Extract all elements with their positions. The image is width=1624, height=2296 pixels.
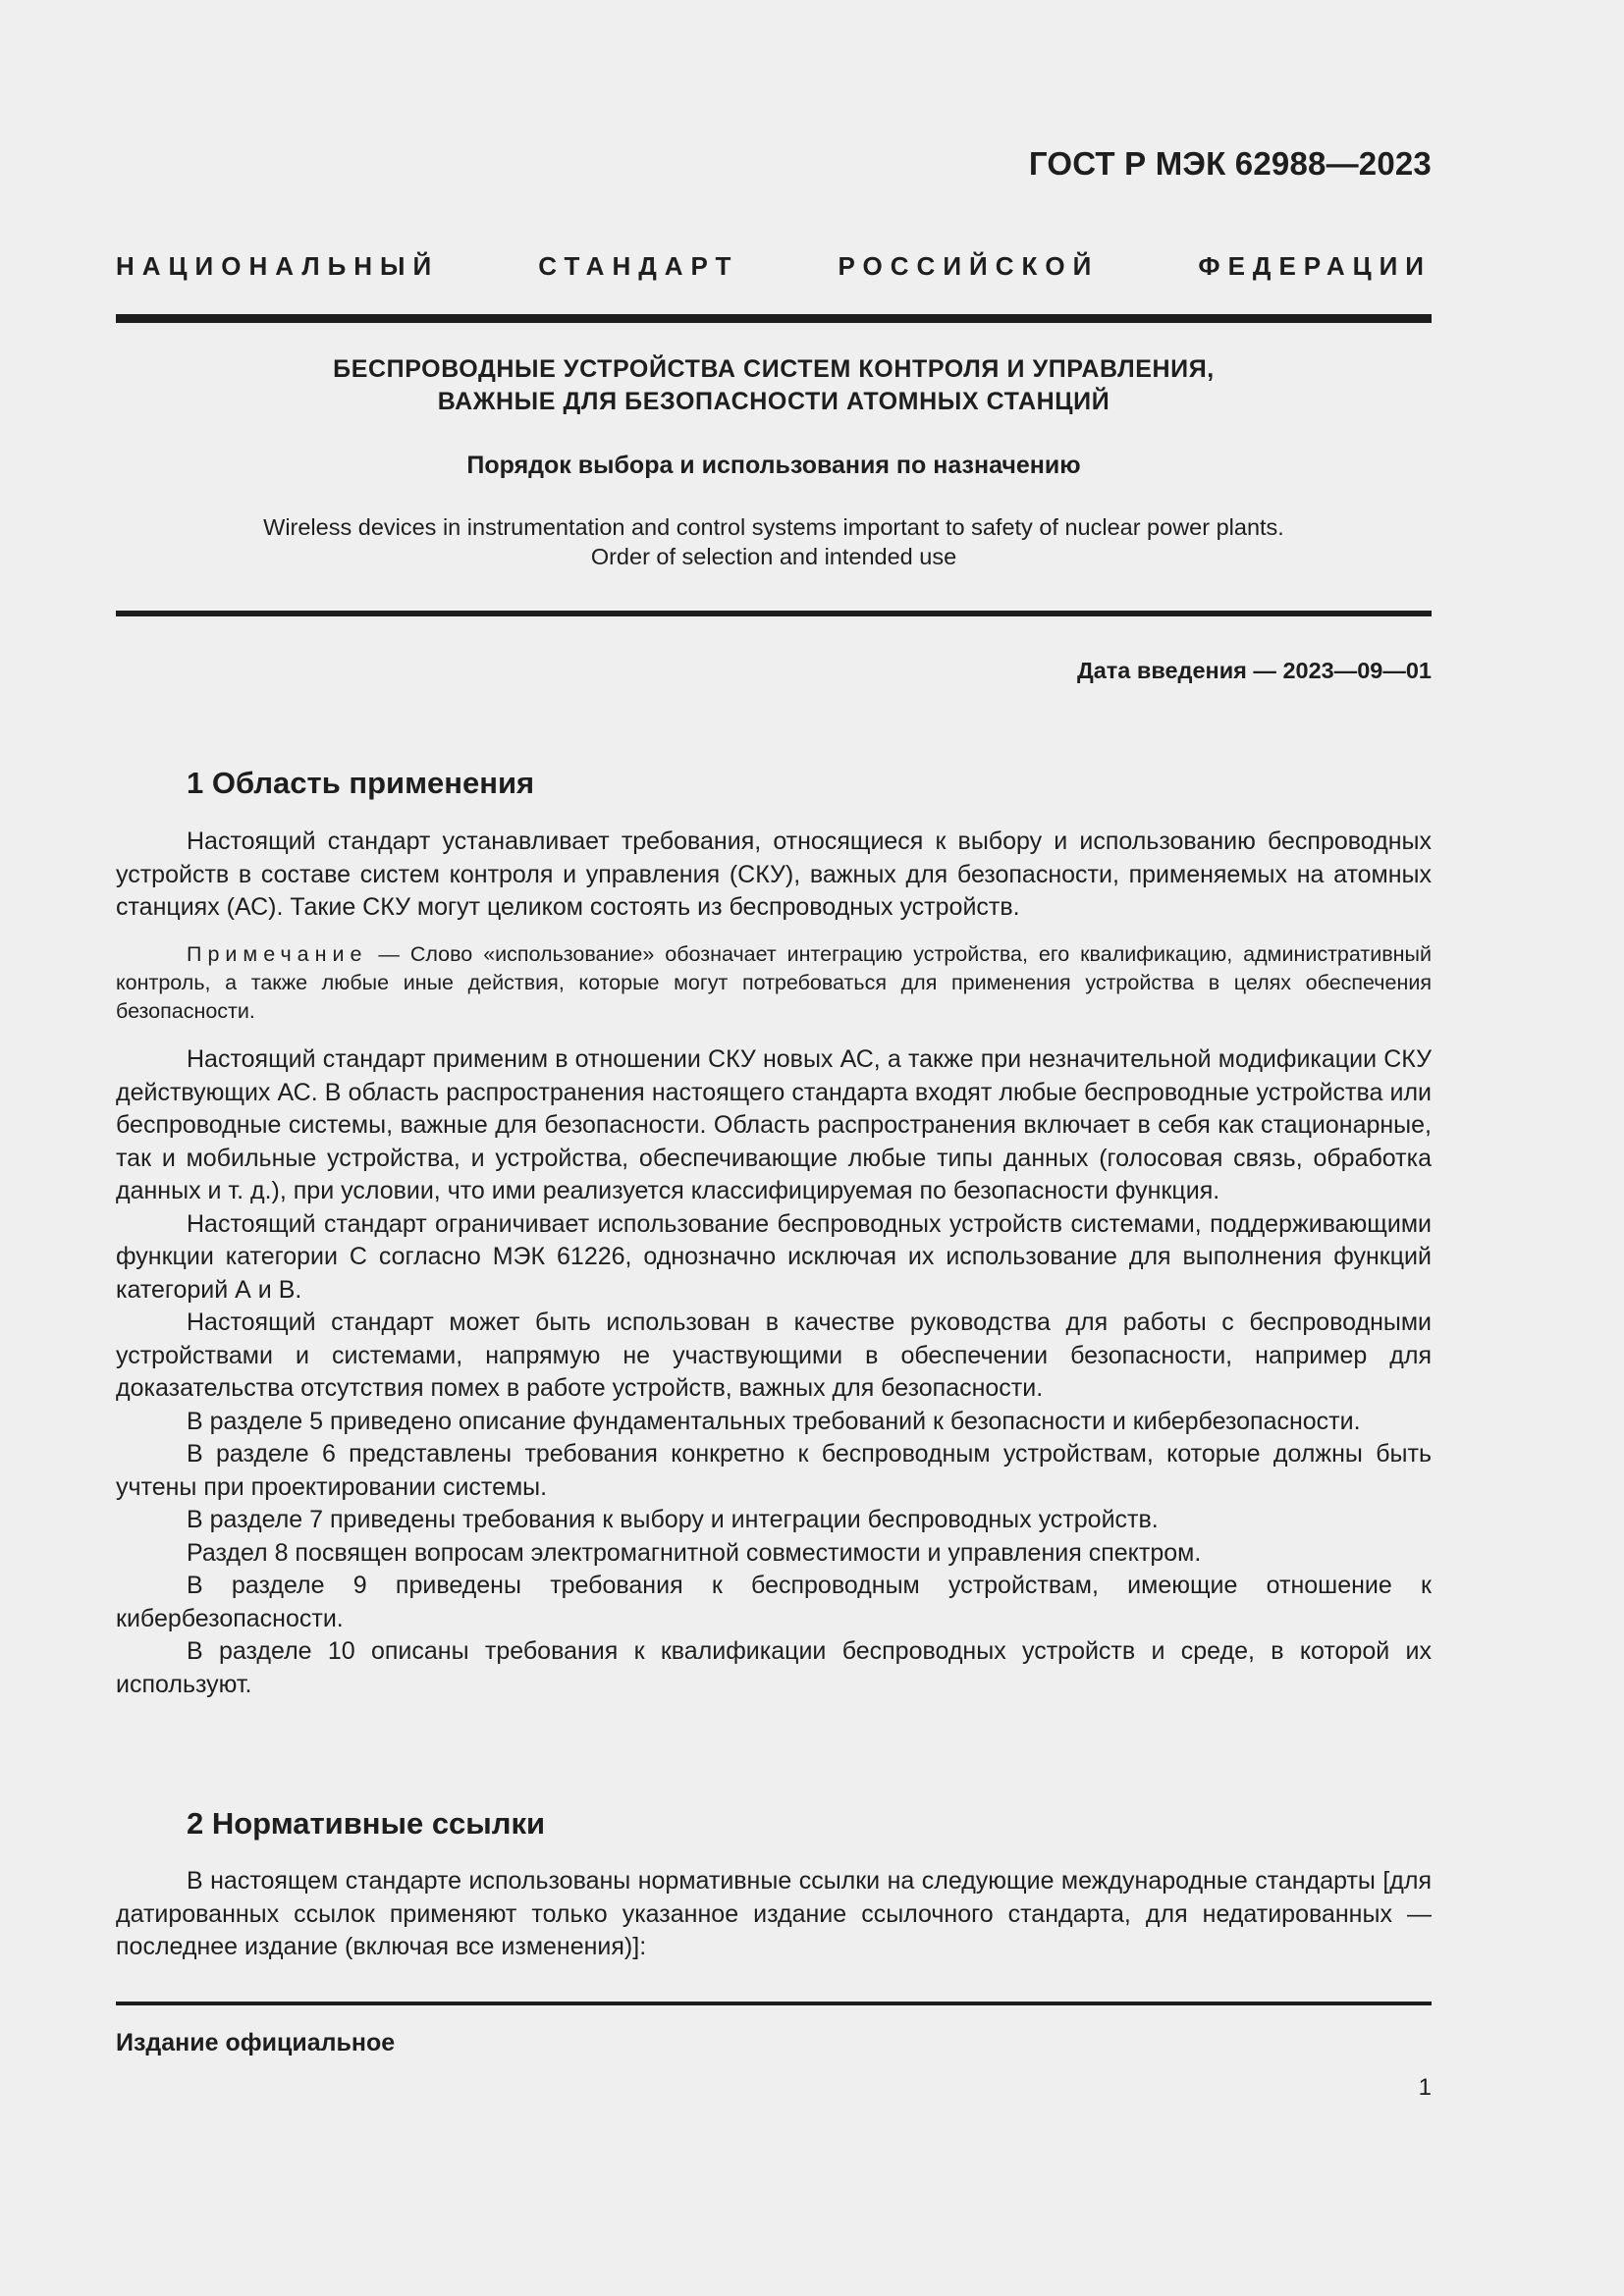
section-2-body — [116, 1865, 1432, 1964]
paragraph: В настоящем стандарте использованы нормативные ссылки на следующие международные стандарты [для датированных ссылок применяют только указанное издание ссылочного стандарта, для недатированных — последнее издание (включая все изменения)]: — [116, 1867, 1432, 1960]
note-paragraph — [116, 940, 1432, 1026]
paragraph: В разделе 7 приведены требования к выбору и интеграции беспроводных устройств. — [187, 1506, 1159, 1533]
note-text: — Слово «использование» обозначает интеграцию устройства, его квалификацию, административный контроль, а также любые иные действия, которые могут потребоваться для применения устройства в целях обеспечения безопасности. — [116, 942, 1432, 1023]
footer-rule — [116, 2002, 1432, 2005]
section-2-heading: 2 Нормативные ссылки — [187, 1806, 546, 1841]
paragraph: Настоящий стандарт может быть использован в качестве руководства для работы с беспроводными устройствами и системами, напрямую не участвующими в обеспечении безопасности, например для доказательства отсутствия помех в работе устройств, важных для безопасности. — [116, 1308, 1432, 1402]
paragraph: Настоящий стандарт ограничивает использование беспроводных устройств системами, поддерживающими функции категории С согласно МЭК 61226, однозначно исключая их использование для выполнения функций категорий А и В. — [116, 1209, 1432, 1304]
document-title — [116, 353, 1432, 418]
top-rule — [116, 314, 1432, 323]
title-bottom-rule — [116, 611, 1432, 616]
national-standard-banner: НАЦИОНАЛЬНЫЙ СТАНДАРТ РОССИЙСКОЙ ФЕДЕРАЦИИ — [116, 251, 1432, 281]
english-title — [116, 512, 1432, 571]
note-block — [116, 940, 1432, 1026]
paragraph: Раздел 8 посвящен вопросам электромагнитной совместимости и управления спектром. — [187, 1538, 1202, 1567]
note-label: Примечание — [187, 942, 368, 966]
section-1-heading: 1 Область применения — [187, 766, 535, 800]
paragraph: В разделе 10 описаны требования к квалификации беспроводных устройств и среде, в которой их используют. — [116, 1637, 1432, 1698]
paragraph: В разделе 5 приведено описание фундаментальных требований к безопасности и кибербезопасности. — [187, 1407, 1361, 1435]
paragraph: В разделе 6 представлены требования конкретно к беспроводным устройствам, которые должны быть учтены при проектировании системы. — [116, 1440, 1432, 1501]
paragraph: Настоящий стандарт применим в отношении СКУ новых АС, а также при незначительной модификации СКУ действующих АС. В область распространения настоящего стандарта входят любые беспроводные устройства или беспроводные системы, важные для безопасности. Область распространения включает в себя как стационарные, так и мобильные устройства, и устройства, обеспечивающие любые типы данных (голосовая связь, обработка данных и т. д.), при условии, что ими реализуется классифицируемая по безопасности функция. — [116, 1045, 1432, 1204]
section-1-intro — [116, 826, 1432, 925]
section-1-body — [116, 1043, 1432, 1701]
title-line-1: БЕСПРОВОДНЫЕ УСТРОЙСТВА СИСТЕМ КОНТРОЛЯ И УПРАВЛЕНИЯ, — [333, 355, 1215, 383]
document-subtitle: Порядок выбора и использования по назначению — [466, 452, 1081, 479]
english-title-line-2: Order of selection and intended use — [590, 544, 957, 569]
introduction-date: Дата введения — 2023—09—01 — [1076, 658, 1432, 683]
english-title-line-1: Wireless devices in instrumentation and control systems important to safety of nuclear power plants. — [263, 514, 1284, 540]
page-number: 1 — [1418, 2074, 1432, 2101]
title-line-2: ВАЖНЫЕ ДЛЯ БЕЗОПАСНОСТИ АТОМНЫХ СТАНЦИЙ — [437, 388, 1110, 415]
paragraph: Настоящий стандарт устанавливает требования, относящиеся к выбору и использованию беспроводных устройств в составе систем контроля и управления (СКУ), важных для безопасности, применяемых на атомных станциях (АС). Такие СКУ могут целиком состоять из беспроводных устройств. — [116, 828, 1432, 921]
paragraph: В разделе 9 приведены требования к беспроводным устройствам, имеющие отношение к кибербезопасности. — [116, 1572, 1432, 1632]
official-edition-label: Издание официальное — [116, 2029, 396, 2056]
standard-number: ГОСТ Р МЭК 62988—2023 — [1028, 145, 1432, 182]
